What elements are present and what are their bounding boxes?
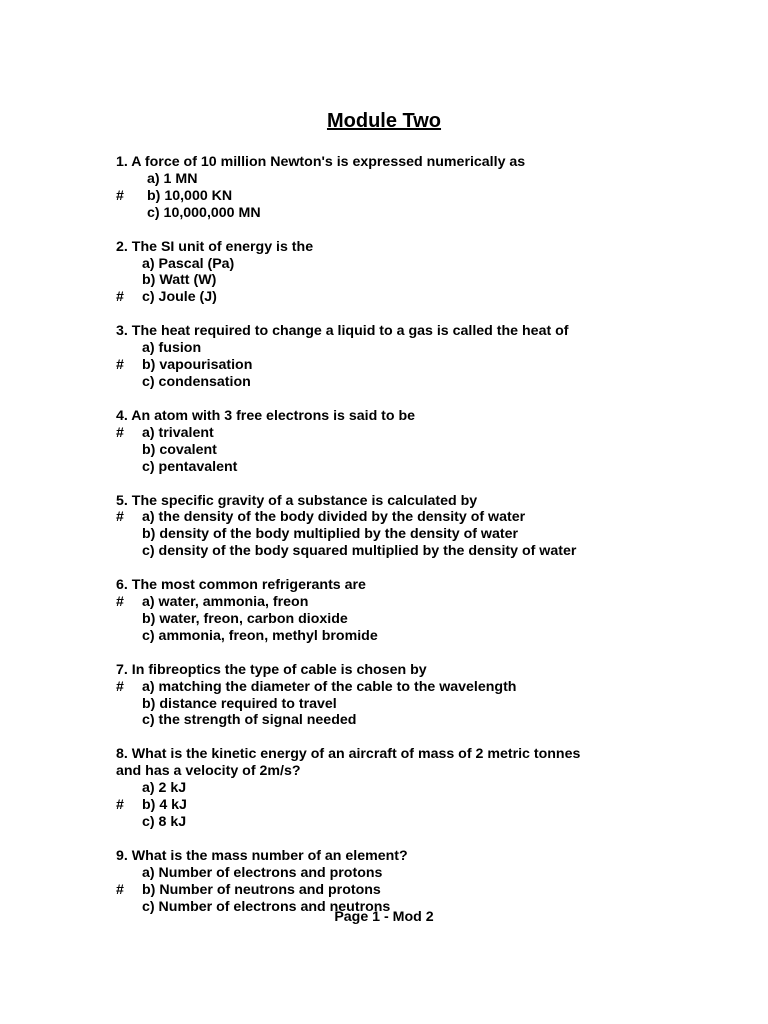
answer-option (116, 628, 736, 645)
correct-answer-mark: # (116, 187, 124, 204)
answer-option (116, 611, 736, 628)
option-text: b) vapourisation (142, 357, 253, 374)
question-8 (116, 746, 736, 831)
question-stem: 2. The SI unit of energy is the (116, 238, 314, 255)
answer-option (116, 526, 736, 543)
option-text: c) Number of electrons and neutrons (142, 898, 391, 915)
answer-option (116, 509, 736, 526)
answer-option (116, 696, 736, 713)
question-9 (116, 848, 736, 916)
question-7 (116, 662, 736, 730)
option-text: b) water, freon, carbon dioxide (142, 610, 348, 627)
question-1 (116, 154, 736, 222)
question-6 (116, 577, 736, 645)
option-text: b) 10,000 KN (147, 187, 233, 204)
answer-option (116, 882, 736, 899)
answer-option (116, 679, 736, 696)
answer-option (116, 425, 736, 442)
option-text: a) fusion (142, 340, 202, 357)
answer-option (116, 797, 736, 814)
question-3 (116, 323, 736, 391)
answer-option (116, 171, 736, 188)
option-text: b) 4 kJ (142, 797, 187, 814)
option-text: c) condensation (142, 373, 251, 390)
answer-option (116, 712, 736, 729)
question-stem: 7. In fibreoptics the type of cable is chosen by (116, 661, 427, 678)
question-stem: 6. The most common refrigerants are (116, 577, 366, 594)
option-text: a) 2 kJ (142, 780, 187, 797)
option-text: a) matching the diameter of the cable to the wavelength (142, 678, 517, 695)
question-stem: 9. What is the mass number of an element? (116, 847, 408, 864)
page-title: Module Two (326, 110, 442, 132)
question-stem: 1. A force of 10 million Newton's is expressed numerically as (116, 154, 526, 170)
option-text: c) pentavalent (142, 458, 238, 475)
option-text: b) Watt (W) (142, 272, 217, 289)
option-text: a) water, ammonia, freon (142, 594, 309, 611)
page-footer: Page 1 - Mod 2 (334, 909, 434, 925)
option-text: b) density of the body multiplied by the density of water (142, 526, 518, 543)
correct-answer-mark: # (116, 594, 124, 611)
answer-option (116, 357, 736, 374)
question-stem: 3. The heat required to change a liquid to a gas is called the heat of (116, 323, 569, 340)
correct-answer-mark: # (116, 357, 124, 374)
option-text: a) Number of electrons and protons (142, 864, 383, 881)
option-text: c) Joule (J) (142, 289, 217, 306)
answer-option (116, 272, 736, 289)
answer-option (116, 814, 736, 831)
answer-option (116, 205, 736, 222)
question-stem: 5. The specific gravity of a substance is calculated by (116, 492, 478, 509)
question-4 (116, 408, 736, 476)
question-stem: 8. What is the kinetic energy of an aircraft of mass of 2 metric tonnes (116, 746, 581, 763)
option-text: a) 1 MN (147, 170, 198, 187)
option-text: a) the density of the body divided by the density of water (142, 509, 526, 526)
option-text: c) 8 kJ (142, 814, 187, 830)
answer-option (116, 289, 736, 306)
answer-option (116, 188, 736, 205)
answer-option (116, 594, 736, 611)
option-text: a) trivalent (142, 424, 214, 441)
question-stem: 4. An atom with 3 free electrons is said to be (116, 407, 416, 424)
question-2 (116, 239, 736, 307)
correct-answer-mark: # (116, 678, 124, 695)
answer-option (116, 865, 736, 882)
option-text: b) covalent (142, 441, 217, 458)
answer-option (116, 543, 736, 560)
option-text: a) Pascal (Pa) (142, 255, 235, 272)
answer-option (116, 340, 736, 357)
answer-option (116, 374, 736, 391)
question-list (116, 154, 736, 916)
correct-answer-mark: # (116, 424, 124, 441)
question-5 (116, 493, 736, 561)
correct-answer-mark: # (116, 797, 124, 814)
answer-option (116, 442, 736, 459)
option-text: b) distance required to travel (142, 695, 337, 712)
correct-answer-mark: # (116, 509, 124, 526)
option-text: c) density of the body squared multiplied by the density of water (142, 543, 577, 560)
option-text: c) 10,000,000 MN (147, 204, 261, 221)
answer-option (116, 256, 736, 273)
correct-answer-mark: # (116, 881, 124, 898)
option-text: c) the strength of signal needed (142, 712, 357, 729)
answer-option (116, 780, 736, 797)
option-text: c) ammonia, freon, methyl bromide (142, 627, 378, 644)
question-stem-continued: and has a velocity of 2m/s? (116, 763, 301, 780)
correct-answer-mark: # (116, 289, 124, 306)
option-text: b) Number of neutrons and protons (142, 881, 381, 898)
answer-option (116, 459, 736, 476)
